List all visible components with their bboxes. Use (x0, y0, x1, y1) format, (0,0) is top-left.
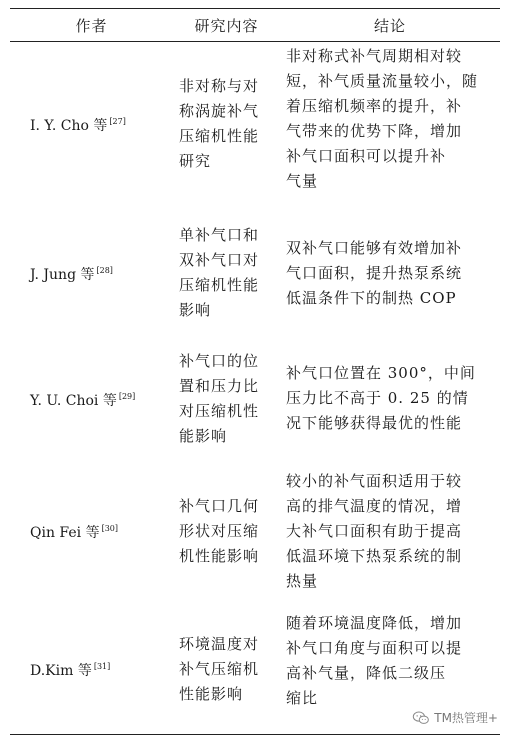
author-cell (10, 207, 173, 340)
header-author: 作者 (10, 9, 173, 42)
table-row (10, 340, 500, 458)
author-name: Y. U. Choi 等 (30, 392, 117, 409)
conclusion-line: 随着环境温度降低，增加 (286, 613, 463, 632)
table-row (10, 458, 500, 605)
author-cell (10, 42, 173, 207)
wechat-icon (412, 711, 430, 725)
conclusion-line: 短，补气质量流量较小，随 (286, 72, 479, 90)
content-line: 性能影响 (179, 684, 244, 703)
author-cell (10, 458, 173, 605)
conclusion-line: 况下能够获得最优的性能 (286, 414, 463, 432)
conclusion-line: 气量 (286, 172, 319, 190)
research-content-cell (173, 340, 280, 458)
conclusion-line: 着压缩机频率的提升，补 (286, 97, 463, 115)
content-line: 单补气口和 (179, 226, 260, 244)
content-line: 置和压力比 (179, 376, 260, 395)
header-research-content: 研究内容 (173, 9, 280, 42)
watermark (412, 709, 498, 726)
conclusion-line: 补气口角度与面积可以提 (286, 638, 463, 657)
research-table-container (10, 8, 500, 735)
research-content-cell (173, 207, 280, 340)
reference-marker: [29] (118, 391, 136, 401)
conclusion-line: 双补气口能够有效增加补 (286, 238, 463, 257)
conclusion-cell (280, 340, 500, 458)
conclusion-line: 气带来的优势下降，增加 (286, 122, 463, 140)
content-line: 补气压缩机 (179, 659, 260, 678)
conclusion-line: 高补气量，降低二级压 (286, 663, 447, 682)
table-row (10, 42, 500, 207)
conclusion-line: 压力比不高于 0. 25 的情 (286, 389, 469, 407)
content-line: 压缩机性能 (179, 127, 260, 146)
conclusion-line: 高的排气温度的情况，增 (286, 496, 463, 515)
table-header-row (10, 9, 500, 42)
research-table (10, 8, 500, 735)
reference-marker: [30] (101, 524, 119, 533)
content-line: 补气口几何 (179, 496, 260, 515)
conclusion-cell (280, 207, 500, 340)
watermark-text: TM热管理+ (434, 711, 498, 725)
conclusion-line: 低温环境下热泵系统的制 (286, 546, 463, 565)
content-line: 压缩机性能 (179, 276, 260, 294)
content-line: 非对称与对 (179, 77, 260, 96)
conclusion-cell (280, 42, 500, 207)
author-name: J. Jung 等 (30, 267, 95, 283)
research-content-cell (173, 42, 280, 207)
content-line: 形状对压缩 (179, 521, 260, 540)
content-line: 影响 (179, 301, 212, 319)
conclusion-line: 较小的补气面积适用于较 (286, 471, 463, 490)
content-line: 对压缩机性 (179, 401, 260, 420)
author-cell (10, 340, 173, 458)
content-line: 补气口的位 (179, 351, 260, 370)
author-name: Qin Fei 等 (30, 525, 100, 541)
content-line: 双补气口对 (179, 251, 260, 269)
conclusion-line: 缩比 (286, 688, 319, 707)
content-line: 能影响 (179, 426, 228, 445)
reference-marker: [27] (109, 117, 126, 127)
author-name: D.Kim 等 (30, 663, 92, 680)
conclusion-line: 低温条件下的制热 COP (286, 288, 457, 307)
author-cell (10, 605, 173, 735)
conclusion-line: 补气口面积可以提升补 (286, 147, 447, 165)
conclusion-cell (280, 458, 500, 605)
content-line: 环境温度对 (179, 634, 260, 653)
content-line: 机性能影响 (179, 546, 260, 565)
conclusion-line: 补气口位置在 300°，中间 (286, 364, 476, 382)
table-row (10, 207, 500, 340)
content-line: 研究 (179, 152, 212, 171)
reference-marker: [31] (93, 662, 111, 672)
conclusion-line: 热量 (286, 571, 319, 590)
header-conclusion: 结论 (280, 9, 500, 42)
research-content-cell (173, 605, 280, 735)
conclusion-line: 非对称式补气周期相对较 (286, 47, 463, 65)
conclusion-line: 大补气口面积有助于提高 (286, 521, 463, 540)
reference-marker: [28] (96, 266, 113, 275)
conclusion-line: 气口面积，提升热泵系统 (286, 263, 463, 282)
author-name: I. Y. Cho 等 (30, 118, 108, 135)
content-line: 称涡旋补气 (179, 102, 260, 121)
research-content-cell (173, 458, 280, 605)
